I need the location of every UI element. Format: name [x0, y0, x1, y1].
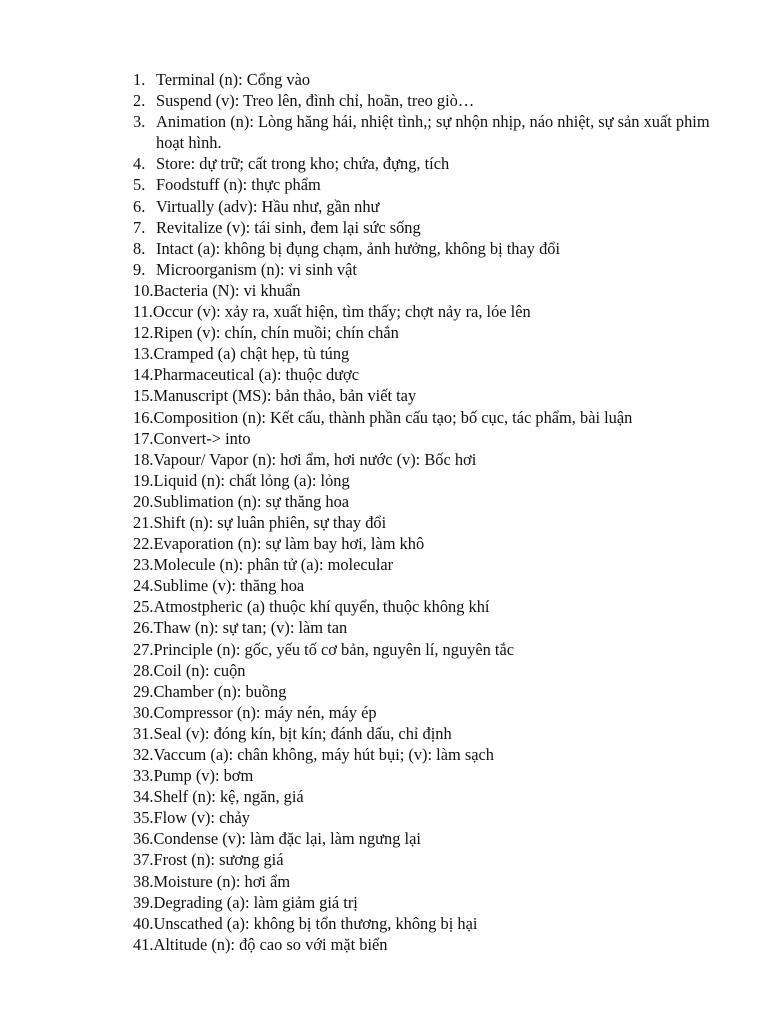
- list-item: [133, 491, 716, 512]
- item-text: Manuscript (MS): bản thảo, bản viết tay: [153, 386, 417, 406]
- list-item: [133, 259, 716, 280]
- item-number: 15.: [133, 386, 154, 406]
- item-number: 35.: [133, 808, 154, 828]
- list-item: [133, 934, 716, 955]
- item-text: Altitude (n): độ cao so với mặt biển: [153, 934, 388, 954]
- item-number: 2.: [133, 91, 146, 111]
- list-item: [133, 301, 716, 322]
- item-text: Flow (v): chảy: [153, 808, 251, 828]
- item-number: 26.: [133, 618, 154, 638]
- list-item: [133, 69, 716, 90]
- item-text: Microorganism (n): vi sinh vật: [156, 259, 357, 279]
- item-number: 18.: [133, 449, 154, 469]
- item-number: 16.: [133, 407, 154, 427]
- list-item: [133, 196, 716, 217]
- item-number: 1.: [133, 70, 146, 89]
- item-text: Coil (n): cuộn: [153, 660, 246, 680]
- item-text: Chamber (n): buồng: [153, 681, 287, 701]
- list-item: [133, 617, 716, 638]
- list-item: [133, 660, 716, 681]
- list-item: [133, 765, 716, 786]
- list-item: [133, 174, 716, 195]
- item-number: 28.: [133, 660, 154, 680]
- item-text: Convert-> into: [153, 428, 251, 448]
- item-text: Pump (v): bơm: [153, 766, 254, 786]
- item-number: 37.: [133, 850, 154, 870]
- list-item: [133, 533, 716, 554]
- item-text: Seal (v): đóng kín, bịt kín; đánh dấu, chỉ định: [153, 723, 452, 743]
- item-number: 25.: [133, 597, 154, 617]
- item-text: Cramped (a) chật hẹp, tù túng: [153, 344, 350, 364]
- list-item: [133, 639, 716, 660]
- item-text: Intact (a): không bị đụng chạm, ảnh hưởng, không bị thay đổi: [156, 238, 561, 258]
- item-number: 13.: [133, 344, 154, 364]
- list-item: [133, 512, 716, 533]
- list-item: [133, 449, 716, 470]
- item-number: 34.: [133, 787, 154, 807]
- item-number: 19.: [133, 470, 154, 490]
- list-item: [133, 238, 716, 259]
- list-item: [133, 786, 716, 807]
- item-text: Shift (n): sự luân phiên, sự thay đổi: [153, 512, 387, 532]
- item-text: Composition (n): Kết cấu, thành phần cấu tạo; bố cục, tác phẩm, bài luận: [153, 407, 633, 427]
- list-item: [133, 596, 716, 617]
- item-text: Molecule (n): phân tử (a): molecular: [153, 555, 394, 575]
- list-item: [133, 343, 716, 364]
- item-text: Store: dự trữ; cất trong kho; chứa, đựng, tích: [156, 154, 450, 174]
- item-text: Thaw (n): sự tan; (v): làm tan: [153, 618, 348, 638]
- item-text: Condense (v): làm đặc lại, làm ngưng lại: [153, 829, 421, 849]
- item-text: Animation (n): Lòng hăng hái, nhiệt tình,; sự nhộn nhịp, náo nhiệt, sự sản xuất phim hoạt hình.: [156, 112, 710, 153]
- vocabulary-list: [133, 69, 716, 955]
- list-item: [133, 849, 716, 870]
- list-item: [133, 554, 716, 575]
- item-number: 7.: [133, 217, 146, 237]
- list-item: [133, 364, 716, 385]
- item-number: 22.: [133, 534, 154, 554]
- list-item: [133, 111, 716, 153]
- item-number: 8.: [133, 238, 146, 258]
- item-number: 12.: [133, 323, 154, 343]
- list-item: [133, 723, 716, 744]
- item-text: Virtually (adv): Hầu như, gần như: [156, 196, 380, 216]
- item-text: Occur (v): xảy ra, xuất hiện, tìm thấy; chợt nảy ra, lóe lên: [152, 302, 531, 322]
- item-text: Frost (n): sương giá: [153, 850, 284, 870]
- item-text: Suspend (v): Treo lên, đình chỉ, hoãn, treo giò…: [156, 91, 475, 111]
- item-text: Principle (n): gốc, yếu tố cơ bản, nguyên lí, nguyên tắc: [153, 639, 515, 659]
- item-text: Vaccum (a): chân không, máy hút bụi; (v): làm sạch: [153, 745, 494, 764]
- item-number: 10.: [133, 280, 154, 300]
- item-text: Foodstuff (n): thực phẩm: [156, 175, 321, 195]
- item-number: 33.: [133, 766, 154, 786]
- item-number: 32.: [133, 745, 154, 764]
- item-text: Atmostpheric (a) thuộc khí quyển, thuộc không khí: [153, 597, 490, 617]
- item-text: Ripen (v): chín, chín muồi; chín chắn: [153, 323, 399, 343]
- item-number: 40.: [133, 913, 154, 933]
- item-number: 31.: [133, 723, 154, 743]
- item-text: Shelf (n): kệ, ngăn, giá: [153, 787, 304, 807]
- list-item: [133, 744, 716, 765]
- item-number: 23.: [133, 555, 154, 575]
- item-text: Terminal (n): Cổng vào: [156, 70, 311, 89]
- item-text: Compressor (n): máy nén, máy ép: [153, 702, 377, 722]
- list-item: [133, 828, 716, 849]
- list-item: [133, 575, 716, 596]
- item-number: 17.: [133, 428, 154, 448]
- list-item: [133, 807, 716, 828]
- item-text: Sublime (v): thăng hoa: [153, 576, 305, 596]
- item-number: 29.: [133, 681, 154, 701]
- item-number: 4.: [133, 154, 146, 174]
- item-text: Revitalize (v): tái sinh, đem lại sức sống: [156, 217, 421, 237]
- item-number: 41.: [133, 934, 154, 954]
- list-item: [133, 702, 716, 723]
- item-text: Pharmaceutical (a): thuộc dược: [153, 365, 359, 385]
- list-item: [133, 280, 716, 301]
- item-number: 11.: [133, 302, 153, 322]
- item-number: 21.: [133, 512, 154, 532]
- item-text: Sublimation (n): sự thăng hoa: [153, 491, 350, 511]
- item-number: 27.: [133, 639, 154, 659]
- list-item: [133, 90, 716, 111]
- item-text: Unscathed (a): không bị tổn thương, không bị hại: [153, 913, 478, 933]
- list-item: [133, 322, 716, 343]
- item-number: 38.: [133, 871, 154, 891]
- item-number: 6.: [133, 196, 146, 216]
- item-text: Degrading (a): làm giảm giá trị: [153, 892, 358, 912]
- item-number: 24.: [133, 576, 154, 596]
- item-text: Moisture (n): hơi ẩm: [153, 871, 291, 891]
- item-number: 5.: [133, 175, 146, 195]
- list-item: [133, 428, 716, 449]
- list-item: [133, 153, 716, 174]
- list-item: [133, 871, 716, 892]
- item-number: 20.: [133, 491, 154, 511]
- item-number: 14.: [133, 365, 154, 385]
- item-text: Liquid (n): chất lỏng (a): lỏng: [153, 470, 350, 490]
- item-number: 30.: [133, 702, 154, 722]
- list-item: [133, 913, 716, 934]
- list-item: [133, 892, 716, 913]
- item-number: 9.: [133, 259, 146, 279]
- list-item: [133, 217, 716, 238]
- item-number: 36.: [133, 829, 154, 849]
- item-number: 39.: [133, 892, 154, 912]
- list-item: [133, 385, 716, 406]
- item-text: Vapour/ Vapor (n): hơi ẩm, hơi nước (v): Bốc hơi: [153, 449, 477, 469]
- item-text: Evaporation (n): sự làm bay hơi, làm khô: [153, 534, 425, 554]
- list-item: [133, 470, 716, 491]
- list-item: [133, 407, 716, 428]
- list-item: [133, 681, 716, 702]
- item-text: Bacteria (N): vi khuẩn: [153, 280, 301, 300]
- item-number: 3.: [133, 112, 146, 132]
